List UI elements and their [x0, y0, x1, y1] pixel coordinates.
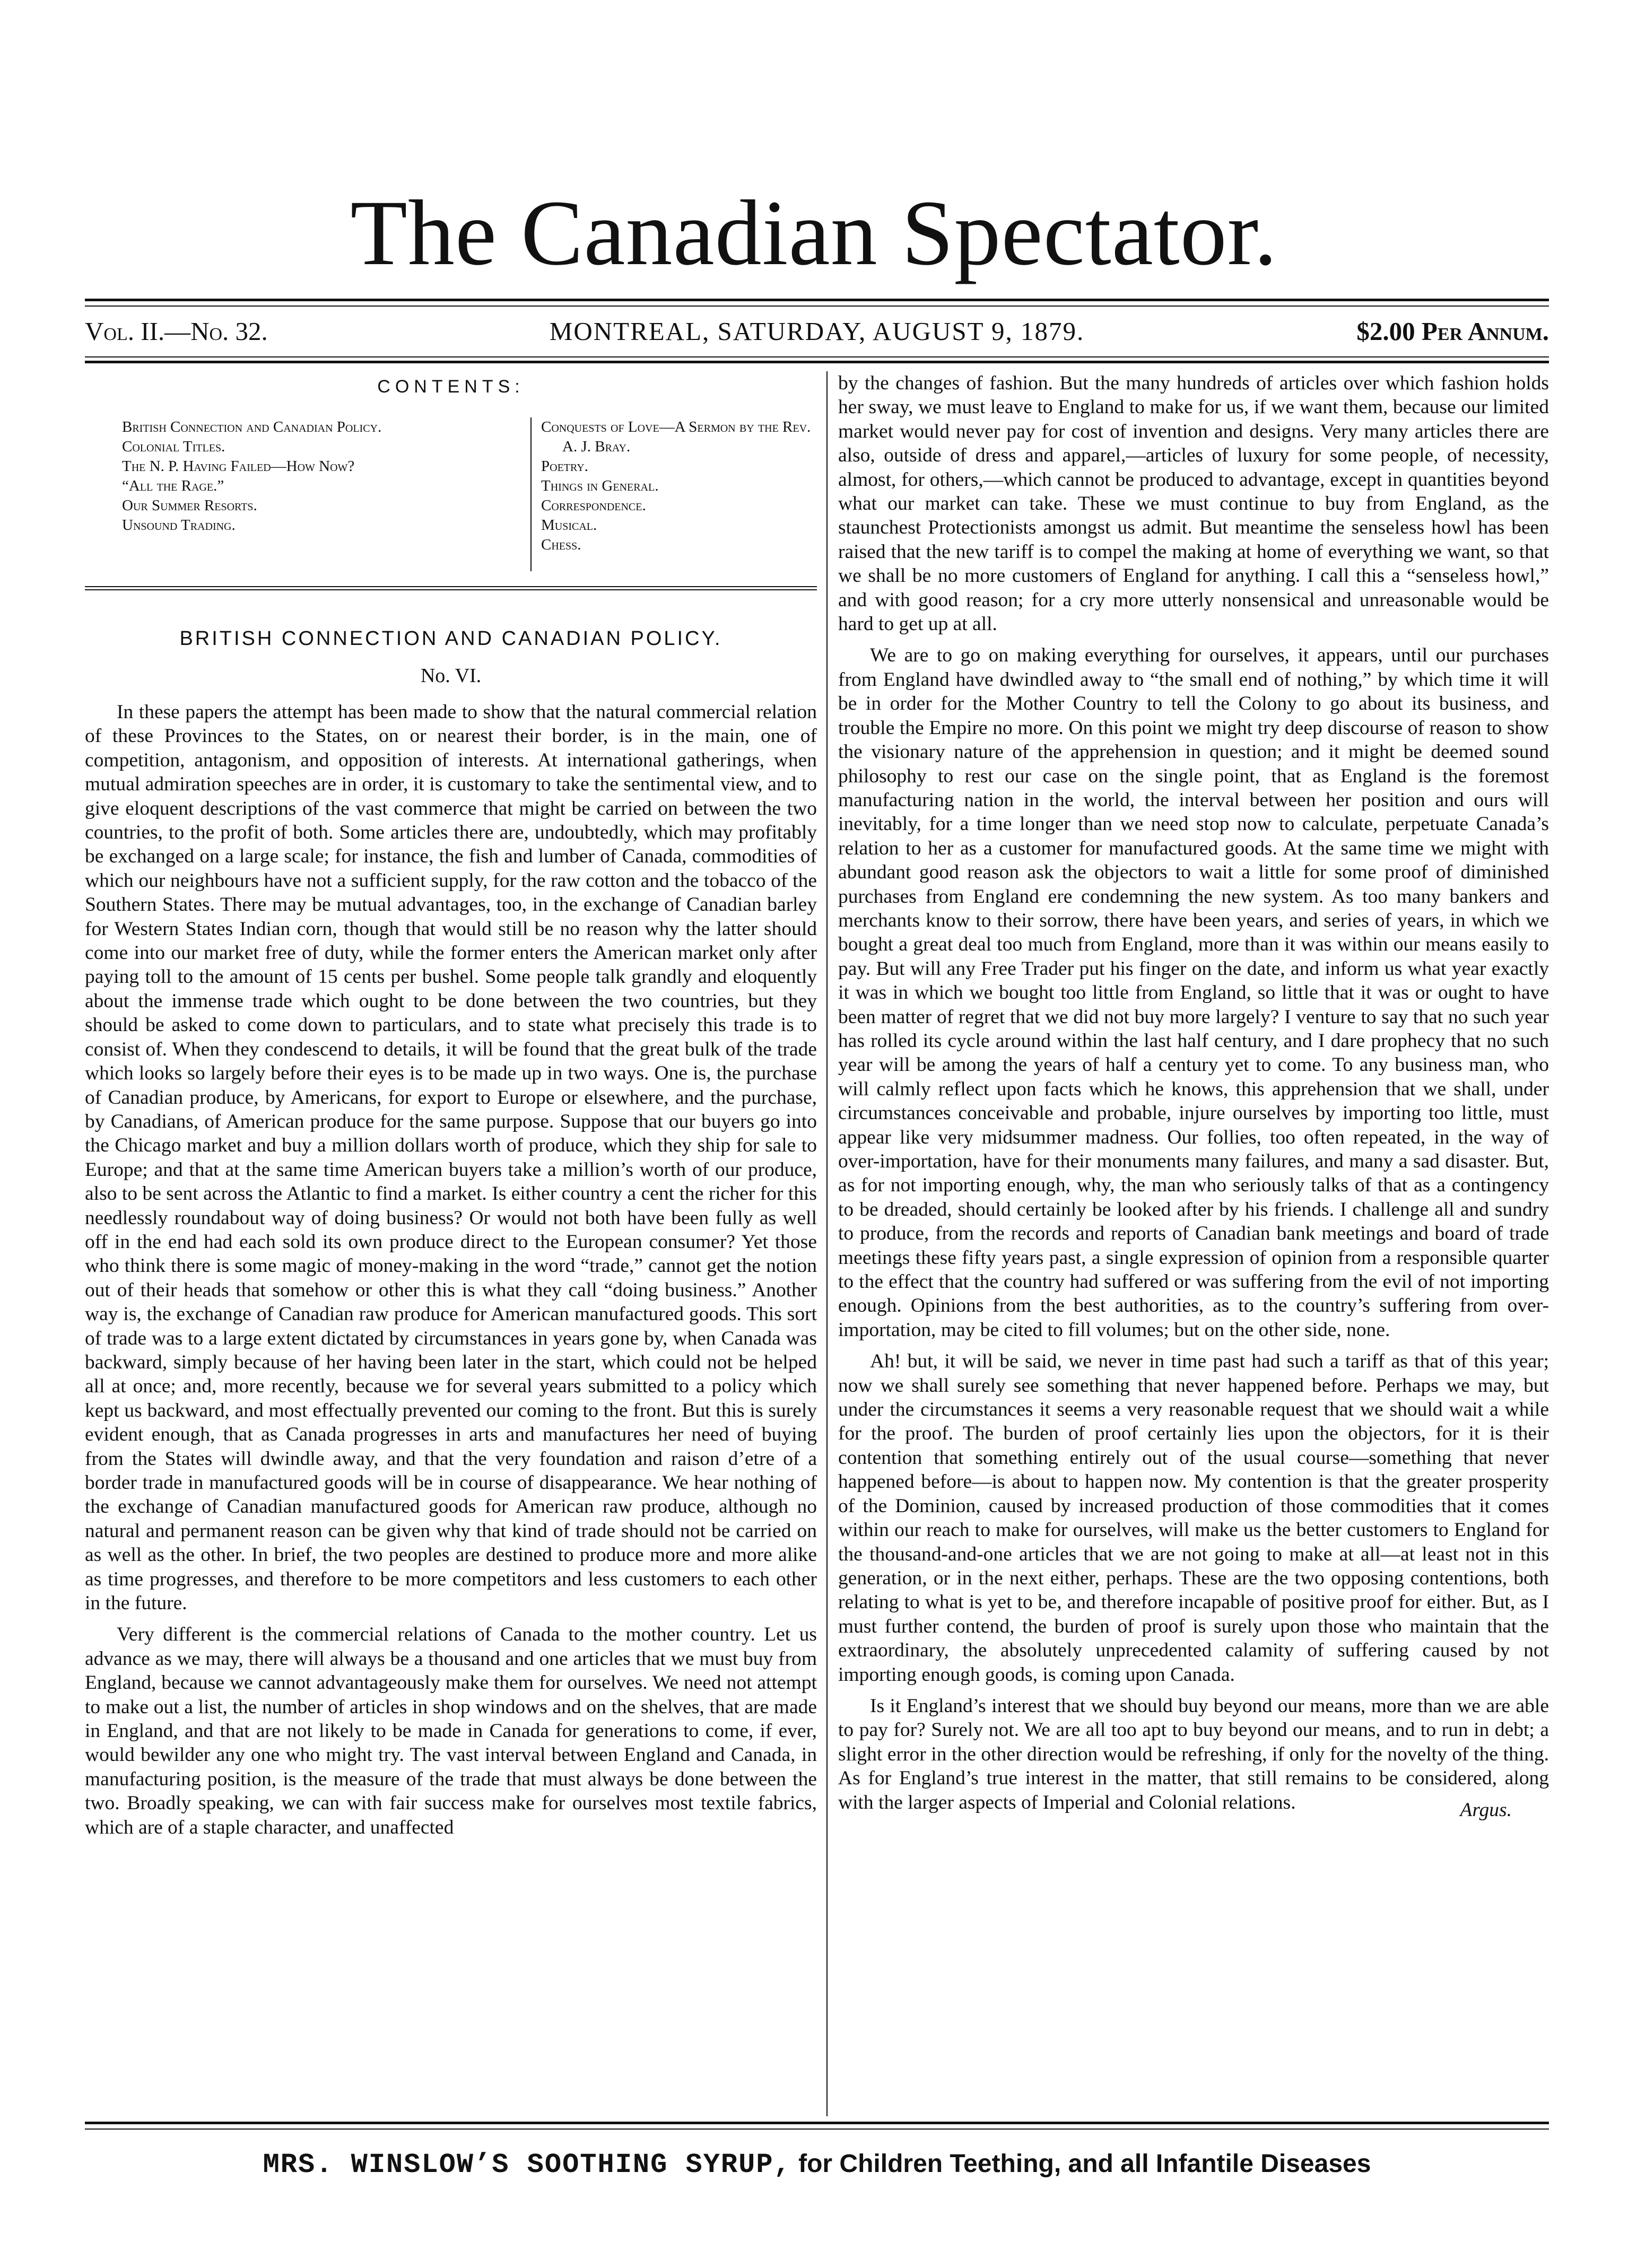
contents-item: Conquests of Love—A Sermon by the Rev. A. J. Bray. — [541, 418, 811, 455]
contents-item: Our Summer Resorts. — [122, 497, 257, 514]
masthead-title: The Canadian Spectator. — [350, 181, 1278, 285]
issue-info-bar — [85, 313, 1549, 350]
contents-title: CONTENTS: — [377, 377, 525, 397]
article-paragraph: Very different is the commercial relations of Canada to the mother country. Let us advance as we may, there will always be a thousand and one articles that we must buy from England, because we cannot advantageously make them for ourselves. We need not attempt to make out a list, the number of articles in shop windows and on the shelves, that are made in England, and that are not likely to be made in Canada for generations to come, if ever, would bewilder any one who might try. The vast interval between England and Canada, in manufacturing position, is the measure of the trade that must always be done between the two. Broadly speaking, we can with fair success make for ourselves most textile fabrics, which are of a staple character, and unaffected — [85, 1624, 817, 1838]
article-paragraph: by the changes of fashion. But the many hundreds of articles over which fashion holds her sway, we must leave to England to make for us, if we want them, because our limited market would never pay for cost of invention and designs. Very many articles there are also, outside of dress and apparel,—articles of luxury for some people, of necessity, almost, for others,—which cannot be produced to advantage, except in quantities beyond what our market can take. These we must continue to buy from England, as the staunchest Protectionists amongst us admit. But meantime the senseless howl has been raised that the new tariff is to compel the making at home of everything we want, so that we shall be no more customers of England for anything. I call this a “senseless howl,” and with good reason; for a cry more utterly nonsensical and unreasonable would be hard to get up at all. — [838, 372, 1549, 635]
contents-item: Unsound Trading. — [122, 517, 236, 534]
issue-price: $2.00 Per Annum. — [1356, 317, 1549, 346]
masthead-rule-top — [85, 299, 1549, 301]
info-rule-bottom — [85, 361, 1549, 363]
contents-item: Musical. — [541, 517, 597, 534]
right-column — [838, 371, 1549, 1829]
article-signature: Argus. — [1460, 1799, 1512, 1821]
contents-column-1 — [122, 417, 525, 535]
article-title: BRITISH CONNECTION AND CANADIAN POLICY. — [179, 627, 722, 650]
column-divider — [826, 371, 828, 2116]
contents-rule-bottom — [85, 589, 817, 590]
contents-item: Chess. — [541, 536, 581, 553]
advertisement-banner — [85, 2143, 1549, 2186]
table-of-contents — [85, 417, 817, 577]
footer-rule-bottom — [85, 2129, 1549, 2130]
footer-rule-top — [85, 2122, 1549, 2124]
contents-divider — [530, 417, 532, 571]
article-paragraph: In these papers the attempt has been made to show that the natural commercial relation of these Provinces to the States, on or nearest their border, is in the main, one of competition, antagonism, and opposition of interests. At international gatherings, when mutual admiration speeches are in order, it is customary to take the sentimental view, and to give eloquent descriptions of the vast commerce that might be carried on between the two countries, to the profit of both. Some articles there are, undoubtedly, which may profitably be exchanged on a large scale; for instance, the fish and lumber of Canada, commodities of which our neighbours have not a sufficient supply, for the raw cotton and the tobacco of the Southern States. There may be mutual advantages, too, in the exchange of Canadian barley for Western States Indian corn, though that would still be no reason why the latter should come into our market free of duty, while the former enters the American market only after paying toll to the amount of 15 cents per bushel. Some people talk grandly and eloquently about the immense trade which ought to be done between the two countries, but they should be asked to come down to particulars, and to state what precisely this trade is to consist of. When they condescend to details, it will be found that the great bulk of the trade which looks so largely before their eyes is to be made up in two ways. One is, the purchase of Canadian produce, by Americans, for export to Europe or elsewhere, and the purchase, by Canadians, of American produce for the same purpose. Suppose that our buyers go into the Chicago market and buy a million dollars worth of produce, which they ship for sale to Europe; and that at the same time American buyers take a million’s worth of our produce, also to be sent across the Atlantic to find a market. Is either country a cent the richer for this needlessly roundabout way of doing business? Or would not both have been fully as well off in the end had each sold its own produce direct to the European consumer? Yet those who think there is some magic of money-making in the word “trade,” cannot get the notion out of their heads that somehow or other this is what they call “doing business.” Another way is, the exchange of Canadian raw produce for American manufactured goods. This sort of trade was to a large extent dictated by circumstances in years gone by, when Canada was backward, simply because of her having been later in the start, which could not be helped all at once; and, more recently, because we for several years submitted to a policy which kept us backward, and most effectually prevented our coming to the front. But this is surely evident enough, that as Canada progresses in arts and manufactures her need of buying from the States will dwindle away, and that the very foundation and raison d’etre of a border trade in manufactured goods will be in course of disappearance. We hear nothing of the exchange of Canadian manufactured goods for American raw produce, although no natural and permanent reason can be given why that kind of trade should not be carried on as well as the other. In brief, the two peoples are destined to produce more and more alike as time progresses, and therefore to be more competitors and less customers to each other in the future. — [85, 701, 817, 1615]
article-paragraph: We are to go on making everything for ourselves, it appears, until our purchases from England have dwindled away to “the small end of nothing,” by which time it will be in order for the Mother Country to tell the Colony to go about its business, and trouble the Empire no more. On this point we might try deep discourse of reason to show the visionary nature of the apprehension in question; and it might be deemed sound philosophy to rest our case on the single point, that as England is the foremost manufacturing nation in the world, the interval between her position and ours will inevitably, for a time longer than we need stop now to calculate, perpetuate Canada’s relation to her as a customer for manufactured goods. At the same time we might with abundant good reason ask the objectors to wait a little for some proof of diminished purchases from England ere condemning the new system. As too many bankers and merchants know to their sorrow, there have been years, and series of years, in which we bought a great deal too much from England, more than it was within our means easily to pay. But will any Free Trader put his finger on the date, and inform us what year exactly it was in which we bought too little from England, so little that it was or ought to have been matter of regret that we did not buy more largely? I venture to say that no such year has rolled its cycle around within the last half century, and I dare prophecy that no such year will be among the years of half a century yet to come. To any business man, who will calmly reflect upon facts which he knows, this apprehension that we shall, under circumstances conceivable and probable, injure ourselves by importing too little, must appear like very midsummer madness. Our follies, too often repeated, in the way of over-importation, have for their monuments many failures, and many a sad disaster. But, as for not importing enough, why, the man who seriously talks of that as a contingency to be dreaded, should certainly be looked after by his friends. I challenge all and sundry to produce, from the records and reports of Canadian bank meetings and board of trade meetings these fifty years past, a single expression of opinion from a responsible quarter to the effect that the country had suffered or was suffering from the evil of not importing enough. Opinions from the best authorities, as to the country’s suffering from over-importation, may be cited to fill volumes; but on the other side, none. — [838, 644, 1549, 1341]
contents-item: The N. P. Having Failed—How Now? — [122, 458, 355, 475]
contents-item: Poetry. — [541, 458, 588, 475]
contents-item: Things in General. — [541, 477, 659, 494]
article-paragraph: Ah! but, it will be said, we never in time past had such a tariff as that of this year; now we shall surely see something that never happened before. Perhaps we may, but under the circumstances it seems a very reasonable request that we should wait a while for the proof. The burden of proof certainly lies upon the objectors, for it is their contention that something entirely out of the usual course—something that never happened before—is about to happen now. My contention is that the greater prosperity of the Dominion, caused by increased production of those commodities that it comes within our reach to make for ourselves, will make us the better customers to England for the thousand-and-one articles that we are not going to make at all—at least not in this generation, or in the next either, perhaps. These are the two opposing contentions, both relating to what is yet to be, and therefore incapable of positive proof for either. But, as I must further contend, the burden of proof is surely upon those who maintain that the extraordinary, the absolutely unprecedented calamity of suffering caused by not importing enough goods, is coming upon Canada. — [838, 1350, 1549, 1686]
contents-item: Correspondence. — [541, 497, 646, 514]
article-paragraph: Is it England’s interest that we should buy beyond our means, more than we are able to pay for? Surely not. We are all too apt to buy beyond our means, and to run in debt; a slight error in the other direction would be refreshing, if only for the novelty of the thing. As for England’s true interest in the matter, that still remains to be considered, along with the larger aspects of Imperial and Colonial relations. — [838, 1695, 1549, 1813]
issue-volume: Vol. II.—No. 32. — [85, 317, 268, 346]
article-number: No. VI. — [420, 665, 482, 687]
advertisement-text: for Children Teething, and all Infantile Diseases — [791, 2150, 1371, 2178]
masthead-rule-bottom — [85, 306, 1549, 307]
info-rule-top — [85, 356, 1549, 357]
contents-item: “All the Rage.” — [122, 477, 224, 494]
issue-dateline: MONTREAL, SATURDAY, AUGUST 9, 1879. — [549, 317, 1085, 346]
contents-item: Colonial Titles. — [122, 438, 225, 455]
advertisement-brand: MRS. WINSLOW’S SOOTHING SYRUP, — [263, 2149, 791, 2180]
contents-rule-top — [85, 586, 817, 587]
contents-column-2 — [541, 417, 817, 555]
left-column — [85, 371, 817, 1847]
contents-item: British Connection and Canadian Policy. — [122, 418, 382, 435]
